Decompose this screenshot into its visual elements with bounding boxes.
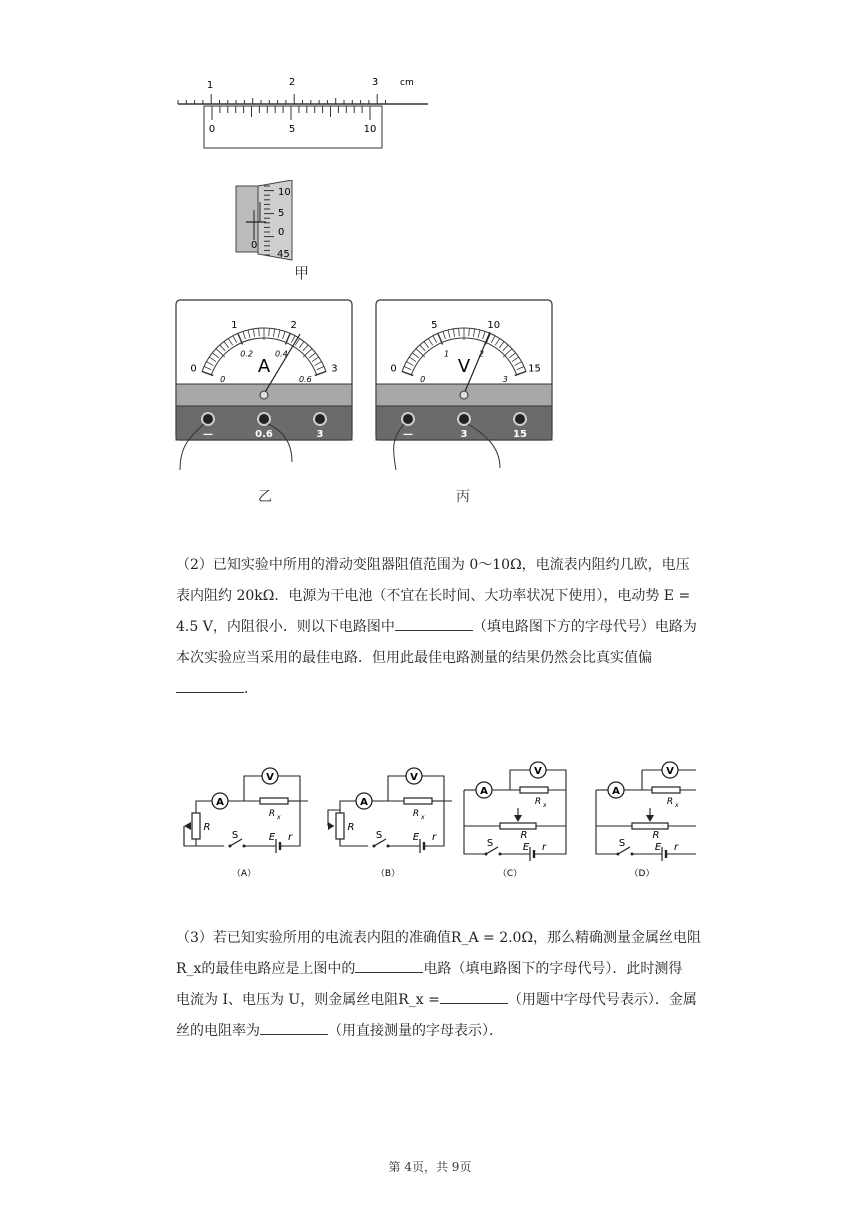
svg-text:R: R xyxy=(534,797,542,807)
circuit-diagrams xyxy=(176,758,696,888)
q3-line-3: 电流为 I、电压为 U，则金属丝电阻R_x = （用题中字母代号表示）．金属 xyxy=(176,985,718,1016)
q3-line-4: 丝的电阻率为 （用直接测量的字母表示）． xyxy=(176,1016,718,1047)
question-2 xyxy=(176,550,718,705)
scale-lower-label: 0.6 xyxy=(298,374,312,384)
resistor-icon xyxy=(652,787,680,793)
rheostat-icon xyxy=(336,813,344,839)
svg-text:（B）: （B） xyxy=(375,869,401,879)
voltmeter-symbol: V xyxy=(457,356,471,377)
svg-text:R: R xyxy=(652,830,660,841)
svg-text:V: V xyxy=(534,766,542,777)
svg-text:V: V xyxy=(666,766,674,777)
voltmeter-terminal-3 xyxy=(458,413,470,425)
answer-blank-q2-bias[interactable] xyxy=(176,676,244,693)
answer-blank-q3-circuit[interactable] xyxy=(355,956,423,973)
svg-text:S: S xyxy=(618,838,626,849)
svg-text:A: A xyxy=(480,786,488,797)
caliper-vernier-ticks xyxy=(212,106,370,120)
voltmeter-terminal-label-3: 3 xyxy=(460,429,468,440)
question-3 xyxy=(176,923,718,1047)
scale-lower-label: 0 xyxy=(420,374,426,384)
svg-text:（C）: （C） xyxy=(497,869,523,879)
caliper-main-label-2: 2 xyxy=(288,77,296,88)
svg-text:x: x xyxy=(421,814,425,821)
ammeter-figure xyxy=(174,298,356,474)
q2-line-3: 4.5 V，内阻很小．则以下电路图中 （填电路图下方的字母代号）电路为 xyxy=(176,612,718,643)
caption-yi: 乙 xyxy=(258,489,272,505)
circuit-a xyxy=(184,768,308,879)
scale-lower-label: 3 xyxy=(502,374,508,384)
caliper-vernier-label-0: 0 xyxy=(208,124,216,135)
scale-upper-label: 1 xyxy=(231,320,238,332)
svg-text:E: E xyxy=(654,842,662,853)
q2-line-5: ． xyxy=(176,674,718,705)
circuit-d xyxy=(596,762,696,879)
svg-text:R: R xyxy=(268,809,276,819)
scale-lower-label: 0.4 xyxy=(275,349,288,359)
scale-upper-label: 2 xyxy=(290,320,297,332)
svg-text:R: R xyxy=(347,822,355,833)
resistor-icon xyxy=(260,798,288,804)
svg-text:（D）: （D） xyxy=(629,869,655,879)
scale-upper-label: 5 xyxy=(431,320,438,332)
caliper-unit: cm xyxy=(400,78,414,88)
svg-text:S: S xyxy=(375,830,383,841)
rheostat-icon xyxy=(192,813,200,839)
micrometer-label-0: 0 xyxy=(278,227,285,238)
ammeter-zero-screw xyxy=(260,391,268,399)
svg-text:S: S xyxy=(231,830,239,841)
voltmeter-figure xyxy=(374,298,556,474)
resistor-icon xyxy=(404,798,432,804)
scale-upper-label: 3 xyxy=(331,363,338,375)
svg-text:x: x xyxy=(277,814,281,821)
caliper-vernier-label-10: 10 xyxy=(363,124,377,135)
q2-line-2: 表内阻约 20kΩ．电源为干电池（不宜在长时间、大功率状况下使用），电动势 E = xyxy=(176,588,691,604)
svg-text:A: A xyxy=(612,786,620,797)
answer-blank-q2-circuit[interactable] xyxy=(395,614,473,631)
caliper-main-label-3: 3 xyxy=(371,77,379,88)
micrometer-label-45: 45 xyxy=(277,249,290,260)
scale-upper-label: 0 xyxy=(190,363,197,375)
scale-upper-label: 10 xyxy=(487,320,501,332)
ammeter-terminal-06 xyxy=(258,413,270,425)
ammeter-terminal-label-3: 3 xyxy=(316,429,324,440)
svg-text:r: r xyxy=(431,832,437,843)
ammeter-terminal-label-06: 0.6 xyxy=(255,429,273,440)
answer-blank-q3-resistance[interactable] xyxy=(440,987,508,1004)
scale-upper-label: 15 xyxy=(528,363,541,375)
micrometer-label-10: 10 xyxy=(278,187,291,198)
caliper-main-ticks xyxy=(178,94,386,104)
svg-text:R: R xyxy=(412,809,420,819)
scale-upper-label: 0 xyxy=(390,363,397,375)
svg-text:E: E xyxy=(412,832,420,843)
ammeter-terminal-3 xyxy=(314,413,326,425)
micrometer-sleeve-label: 0 xyxy=(251,240,258,251)
svg-text:E: E xyxy=(522,842,530,853)
svg-text:r: r xyxy=(287,832,293,843)
micrometer-label-5: 5 xyxy=(278,208,285,219)
scale-lower-label: 2 xyxy=(478,349,484,359)
resistor-icon xyxy=(632,823,668,829)
voltmeter-zero-screw xyxy=(460,391,468,399)
ammeter-terminal-label-neg: — xyxy=(203,429,213,440)
resistor-icon xyxy=(520,787,548,793)
caliper-main-label-1: 1 xyxy=(206,80,214,91)
svg-text:（A）: （A） xyxy=(231,869,257,879)
svg-text:V: V xyxy=(266,772,274,783)
svg-text:A: A xyxy=(360,797,368,808)
q3-line-1: （3）若已知实验所用的电流表内阻的准确值R_A = 2.0Ω，那么精确测量金属丝电阻 xyxy=(176,930,702,946)
voltmeter-terminal-label-15: 15 xyxy=(513,429,527,440)
scale-lower-label: 0 xyxy=(220,374,226,384)
svg-text:x: x xyxy=(675,802,679,809)
scale-lower-label: 1 xyxy=(444,349,450,359)
caliper-vernier-label-5: 5 xyxy=(288,124,296,135)
svg-text:R: R xyxy=(520,830,528,841)
voltmeter-terminal-15 xyxy=(514,413,526,425)
q2-line-1: （2）已知实验中所用的滑动变阻器阻值范围为 0～10Ω，电流表内阻约几欧，电压 xyxy=(176,557,690,573)
answer-blank-q3-resistivity[interactable] xyxy=(260,1018,328,1035)
ammeter-symbol: A xyxy=(257,356,271,377)
svg-text:A: A xyxy=(216,797,224,808)
svg-text:R: R xyxy=(666,797,674,807)
svg-text:R: R xyxy=(203,822,211,833)
circuit-b xyxy=(328,768,452,879)
voltmeter-terminal-neg xyxy=(402,413,414,425)
svg-text:E: E xyxy=(268,832,276,843)
vernier-caliper-figure xyxy=(170,70,440,152)
scale-lower-label: 0.2 xyxy=(240,349,253,359)
svg-text:V: V xyxy=(410,772,418,783)
voltmeter-terminal-label-neg: — xyxy=(403,429,413,440)
svg-text:x: x xyxy=(543,802,547,809)
caption-bing: 丙 xyxy=(456,489,470,505)
caption-jia: 甲 xyxy=(294,264,310,282)
q3-line-2: R_x的最佳电路应是上图中的 电路（填电路图下的字母代号）．此时测得 xyxy=(176,954,718,985)
page-footer: 第 4页，共 9页 xyxy=(388,1160,472,1174)
svg-text:r: r xyxy=(673,842,679,853)
circuit-c xyxy=(464,762,566,879)
q2-line-4: 本次实验应当采用的最佳电路．但用此最佳电路测量的结果仍然会比真实值偏 xyxy=(176,650,652,666)
svg-text:r: r xyxy=(541,842,547,853)
resistor-icon xyxy=(500,823,536,829)
ammeter-terminal-neg xyxy=(202,413,214,425)
svg-text:S: S xyxy=(486,838,494,849)
